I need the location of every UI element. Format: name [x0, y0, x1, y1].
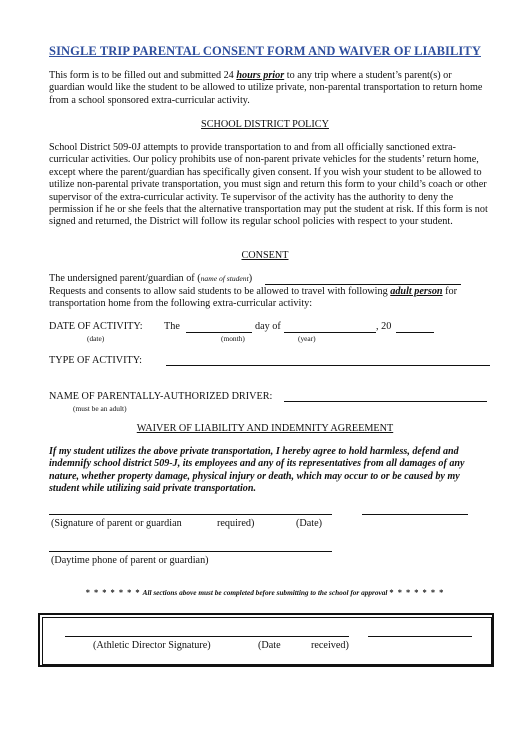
signature-label: (Signature of parent or guardian: [51, 518, 182, 529]
notice-text: All sections above must be completed before submitting to the school for approval: [142, 588, 388, 597]
consent-paragraph: [49, 286, 494, 311]
consent-line-1-end: ): [248, 273, 253, 284]
date-received-label: (Date: [258, 640, 281, 651]
type-of-activity-label: TYPE OF ACTIVITY:: [49, 355, 143, 366]
year-hint: (year): [298, 334, 316, 343]
driver-label: NAME OF PARENTALLY-AUTHORIZED DRIVER:: [49, 391, 273, 402]
consent-line-1: [49, 273, 252, 284]
signature-date-label: (Date): [296, 518, 323, 529]
driver-name-field[interactable]: [284, 401, 487, 402]
policy-paragraph: School District 509-0J attempts to provide transportation to and from all officially sanctioned extra-curricular activities. Our policy prohibits use of non-parent private vehicles for the students’ return home, except where the parent/guardian has specifically given consent. If you wish your student to be allowed to utilize non-parental private transportation, you must sign and return this form to your child’s coach or other supervisor of the extra-curricular activity. Te supervisor of the activity has the authority to deny the permission if he or she feels that the alternative transportation may put the student at risk. If this form is not signed and returned, the District will follow its regular school policies with respect to your student.: [49, 142, 488, 228]
policy-heading: SCHOOL DISTRICT POLICY: [201, 119, 329, 130]
month-field[interactable]: [284, 332, 376, 333]
waiver-heading: WAIVER OF LIABILITY AND INDEMNITY AGREEMENT: [136, 423, 394, 434]
intro-paragraph: [49, 70, 489, 107]
name-of-student-hint: name of student: [200, 274, 249, 283]
date-received-field[interactable]: [368, 636, 472, 637]
driver-hint: (must be an adult): [73, 404, 127, 413]
consent-line-2-start: Requests and consents to allow said students to be allowed to travel with following: [49, 286, 391, 297]
day-of-label: day of: [255, 321, 281, 332]
notice-stars-end: * * * * * * *: [389, 588, 445, 597]
student-name-field[interactable]: [265, 284, 461, 285]
adult-person-emphasis: adult person: [390, 286, 443, 297]
daytime-phone-field[interactable]: [49, 551, 332, 552]
consent-heading: CONSENT: [241, 250, 289, 261]
daytime-phone-label: (Daytime phone of parent or guardian): [51, 555, 209, 566]
waiver-paragraph: If my student utilizes the above private transportation, I hereby agree to hold harmless, defend and indemnify school district 509-J, its employees and any of its representatives from all damages of any nature, whether property damage, physical injury or death, which may occur to or be caused by my student while utilizing said private transportation.: [49, 446, 465, 494]
athletic-director-signature-field[interactable]: [65, 636, 349, 637]
required-label: required): [217, 518, 255, 529]
date-hint: (date): [87, 334, 105, 343]
hours-prior-emphasis: hours prior: [236, 70, 285, 81]
year-prefix-label: , 20: [376, 321, 392, 332]
activity-type-field[interactable]: [166, 365, 490, 366]
received-label: received): [311, 640, 349, 651]
form-title: SINGLE TRIP PARENTAL CONSENT FORM AND WAIVER OF LIABILITY: [49, 44, 481, 58]
intro-text-end: to any trip where a student’s parent(s) or guardian would like the student to be allowed to utilize private, non-parental transportation to return home from a school sponsored extra-curricular activity.: [49, 70, 483, 106]
consent-line-2-end: for transportation home from the following extra-curricular activity:: [49, 286, 458, 310]
intro-text-start: This form is to be filled out and submitted 24: [49, 70, 237, 81]
signature-date-field[interactable]: [362, 514, 468, 515]
parent-signature-field[interactable]: [49, 514, 332, 515]
athletic-director-signature-label: (Athletic Director Signature): [93, 640, 211, 651]
date-of-activity-label: DATE OF ACTIVITY:: [49, 321, 143, 332]
completion-notice: [0, 588, 530, 597]
consent-line-1-start: The undersigned parent/guardian of (: [49, 273, 201, 284]
month-hint: (month): [221, 334, 245, 343]
year-field[interactable]: [396, 332, 434, 333]
notice-stars-start: * * * * * * *: [85, 588, 141, 597]
date-field[interactable]: [186, 332, 252, 333]
the-label: The: [164, 321, 180, 332]
